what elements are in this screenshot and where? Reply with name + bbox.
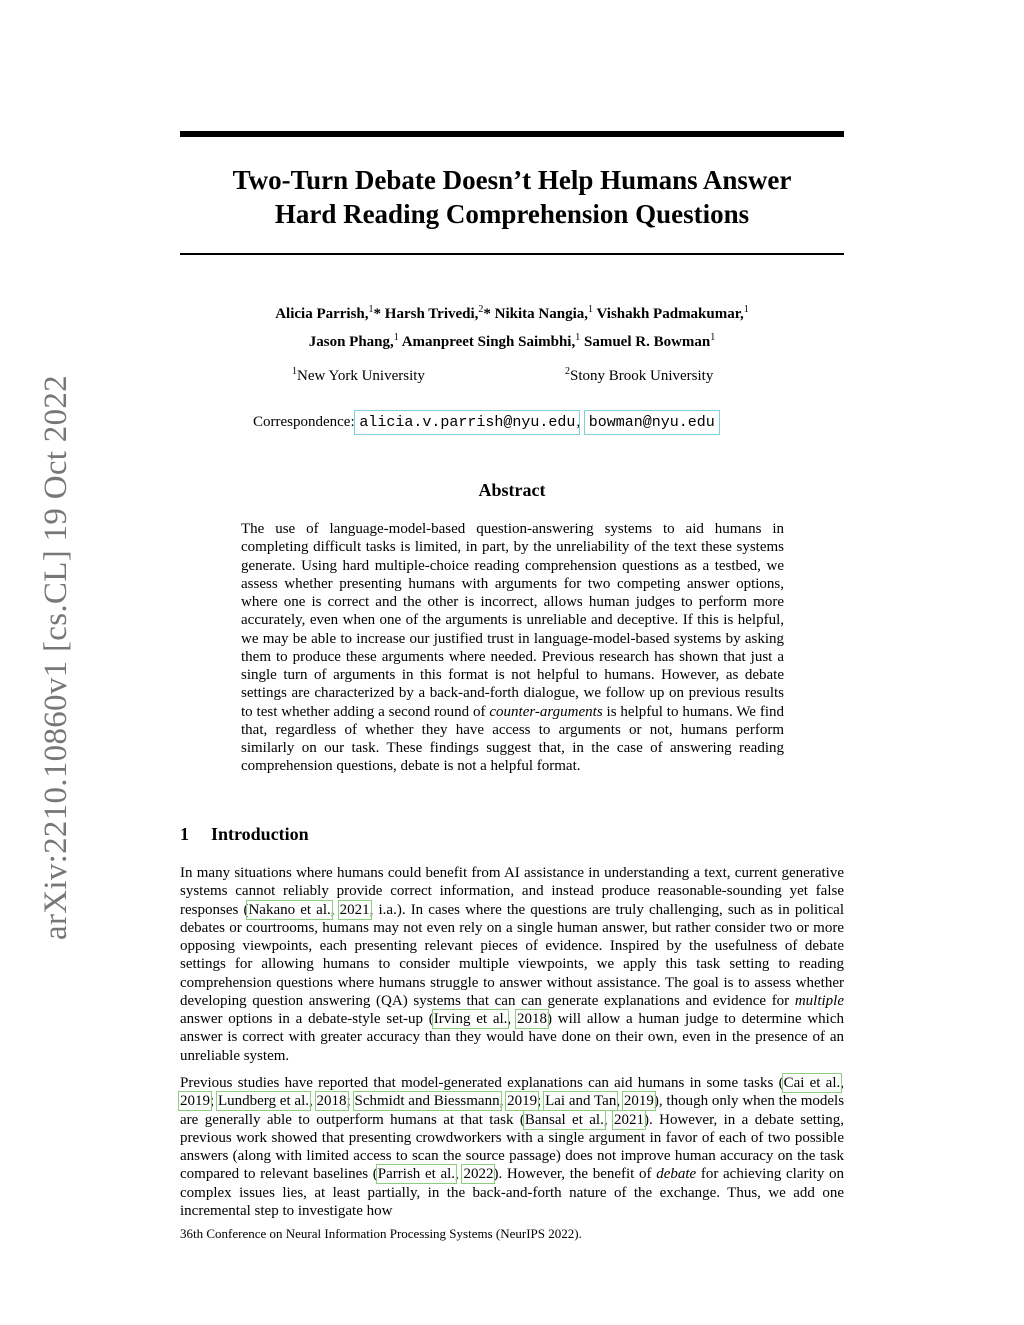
author-affil-sup: 1	[710, 332, 716, 343]
author-name: Samuel R. Bowman	[583, 334, 711, 350]
citation-link[interactable]: Irving et al.	[433, 1011, 508, 1027]
para-text: ). However, the benefit of	[493, 1166, 657, 1183]
title-bottom-rule	[180, 253, 844, 255]
author-name: Vishakh Padmakumar,	[596, 306, 744, 322]
para-text: answer options in a debate-style set-up (	[180, 1011, 434, 1027]
title-top-rule	[180, 131, 844, 137]
citation-year-link[interactable]: 2018	[516, 1011, 547, 1027]
para-text: ,	[330, 901, 335, 918]
section-number: 1	[180, 824, 189, 844]
title-line-1: Two-Turn Debate Doesn’t Help Humans Answer	[232, 165, 792, 195]
para-emphasis: multiple	[794, 992, 844, 1009]
author-affil-sup: 1	[743, 304, 749, 315]
citation-link[interactable]: Cai et al.	[783, 1075, 841, 1091]
author-affil-sup: 1	[393, 332, 399, 343]
affiliation-stony-brook	[565, 366, 713, 385]
para-text: In many situations where humans could benefit from AI assistance in understanding a text, current generative systems cannot reliably provide correct information, and instead produce reasonable-sounding yet false responses (	[180, 865, 844, 918]
author-affil-sup: 1	[575, 332, 581, 343]
para-text: ,	[507, 1011, 512, 1027]
correspondence	[253, 414, 716, 431]
section-heading-introduction	[180, 824, 309, 845]
author-name: Harsh Trivedi,	[384, 306, 479, 322]
author-affil-sup: 1	[368, 304, 374, 315]
citation-year-link[interactable]: 2018	[316, 1093, 347, 1110]
para-text: ) will allow a human judge to determine which answer is correct with greater accuracy than they would have done on their own, even in the presence of an unreliable system.	[180, 1011, 844, 1064]
abstract-part: is helpful to humans. We find that, regardless of whether they have access to arguments or not, humans perform similarly on our task. These findings suggest that, in the case of answering reading comprehension questions, debate is not a helpful format.	[241, 703, 784, 775]
author-affil-sup: 1	[588, 304, 594, 315]
intro-paragraph-2: Previous studies have reported that model-generated explanations can aid humans in some tasks (Cai et al., 2019; Lundberg et al., 2018; Schmidt and Biessmann, 2019; Lai and Tan, 2019), though only when the models are generally able to outperform humans at that task (Bansal et al., 2021). However, in a debate setting, previous work showed that presenting crowdworkers with a single argument in favor of each of two possible answers (along with limited access to scan the source passage) does not improve human accuracy on the task compared to relevant baselines (Parrish et al., 2022). However, the benefit of debate for achieving clarity on complex issues lies, at least partially, in the back-and-forth nature of the exchange. Thus, we add one incremental step to investigate how	[180, 1075, 845, 1219]
citation-link[interactable]: Bansal et al.	[524, 1111, 604, 1128]
affil-sup: 2	[565, 366, 570, 377]
author-line-1	[180, 298, 844, 326]
para-text: Previous studies have reported that model-generated explanations can aid humans in some tasks (	[180, 1075, 784, 1091]
email-link-parrish[interactable]: alicia.v.parrish@nyu.edu	[359, 414, 576, 431]
email-separator: ,	[576, 414, 581, 430]
section-title: Introduction	[211, 824, 309, 844]
conference-footnote: 36th Conference on Neural Information Processing Systems (NeurIPS 2022).	[180, 1226, 582, 1241]
citation-link[interactable]: Lai and Tan	[545, 1093, 617, 1110]
para-emphasis: debate	[656, 1166, 697, 1183]
abstract-heading: Abstract	[478, 480, 546, 500]
affil-name: Stony Brook University	[570, 368, 714, 384]
title-line-2: Hard Reading Comprehension Questions	[274, 199, 750, 229]
para-text: ), though only when the models are generally able to outperform humans at that task (	[180, 1093, 845, 1128]
author-name: Alicia Parrish,	[275, 306, 369, 322]
paper-title	[180, 163, 844, 231]
citation-link[interactable]: Nakano et al.	[248, 901, 331, 918]
citation-link[interactable]: Schmidt and Biessmann	[354, 1093, 500, 1110]
citation-year-link[interactable]: 2021	[339, 901, 370, 918]
author-name: Nikita Nangia,	[494, 306, 589, 322]
intro-paragraph-1	[180, 864, 844, 1065]
abstract-part: The use of language-model-based question-answering systems to aid humans in completing difficult tasks is limited, in part, by the unreliability of the text these systems generate. Using hard multiple-choice reading comprehension questions as a testbed, we assess whether presenting humans with arguments for two competing answer options, where one is correct and the other is incorrect, allows human judges to perform more accurately, even when one of the arguments is unreliable and deceptive. If this is helpful, we may be able to increase our justified trust in language-model-based systems by asking them to produce these arguments where needed. Previous research has shown that just a single turn of arguments in this format is not helpful to humans. However, as debate settings are characterized by a back-and-forth dialogue, we follow up on previous results to test whether adding a second round of	[241, 521, 784, 720]
author-name: Jason Phang,	[308, 334, 394, 350]
citation-year-link[interactable]: 2019	[180, 1093, 210, 1110]
author-affil-sup: 2	[478, 304, 484, 315]
correspondence-label: Correspondence:	[253, 414, 355, 430]
citation-year-link[interactable]: 2019	[623, 1093, 654, 1110]
abstract-text	[241, 520, 784, 776]
arxiv-side-label: arXiv:2210.10860v1 [cs.CL] 19 Oct 2022	[38, 375, 74, 940]
author-line-2	[180, 326, 844, 354]
email-link-bowman[interactable]: bowman@nyu.edu	[588, 414, 715, 431]
para-text: for achieving clarity on complex issues lies, at least partially, in the back-and-forth nature of the exchange. Thus, we add one incremental step to investigate how	[180, 1166, 844, 1219]
para-text: ). However, in a debate setting, previous work showed that presenting crowdworkers with a single argument in favor of each of two possible answers (along with limited access to scan the source passage) does not improve human accuracy on the task compared to relevant baselines (	[180, 1111, 844, 1183]
abstract-emphasis: counter-arguments	[489, 703, 603, 720]
citation-link[interactable]: Parrish et al.	[377, 1166, 456, 1183]
citation-year-link[interactable]: 2022	[463, 1166, 494, 1183]
equal-contribution-mark: *	[483, 306, 491, 322]
citation-year-link[interactable]: 2019	[507, 1093, 538, 1110]
author-name: Amanpreet Singh Saimbhi,	[401, 334, 576, 350]
equal-contribution-mark: *	[373, 306, 382, 322]
affil-sup: 1	[292, 366, 297, 377]
affil-name: New York University	[297, 368, 425, 384]
author-list	[180, 298, 844, 354]
citation-year-link[interactable]: 2021	[613, 1111, 644, 1128]
citation-link[interactable]: Lundberg et al.	[217, 1093, 309, 1110]
para-text: , i.a.). In cases where the questions are truly challenging, such as in political debates or courtrooms, humans may not even rely on a single human answer, but rather consider two or more opposing viewpoints, each presenting relevant pieces of evidence. Inspired by the usefulness of debate settings for allowing humans to consider multiple viewpoints, we apply this task setting to reading comprehension questions where humans struggle to answer without assistance. The goal is to assess whether developing question answering (QA) systems that can can generate explanations and evidence for	[180, 901, 844, 1009]
affiliation-nyu	[292, 366, 425, 385]
